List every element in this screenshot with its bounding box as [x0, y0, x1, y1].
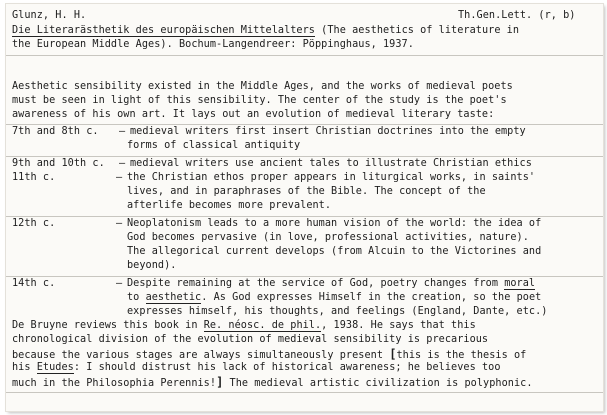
review-line-4-lead: his: [12, 362, 37, 373]
summary-line-1: Aesthetic sensibility existed in the Middle Ages, and the works of medieval poets: [12, 81, 513, 92]
review-line-4-text: : I should distrust his lack of historical awareness; he believes too: [73, 362, 501, 373]
period-11th-line-3: afterlife becomes more prevalent.: [127, 200, 332, 211]
period-dash: –: [116, 218, 123, 229]
review-line-4: [12, 361, 501, 375]
period-12th-line-3: The allegorical current develops (from Alcuin to the Victorines and: [127, 246, 542, 257]
book-title-line-2: the European Middle Ages). Bochum-Langendreer: Pöppinghaus, 1937.: [12, 39, 414, 50]
review-line-1-text: De Bruyne reviews this book in: [12, 320, 204, 331]
review-line-1-year: , 1938. He says that this: [321, 320, 476, 331]
closing-bracket: ]: [216, 375, 224, 389]
period-14th-line-2-text: . As God expresses Himself in the creation, so the poet: [201, 292, 542, 303]
classification-code: Th.Gen.Lett. (r, b): [458, 10, 576, 21]
period-11th: 11th c.: [12, 172, 56, 183]
book-title-line-1: [12, 24, 519, 38]
period-dash: –: [116, 278, 123, 289]
period-14th-line-1: [127, 277, 535, 291]
book-title-german: Die Literarästhetik des europäischen Mittelalters: [12, 25, 315, 36]
author-name: Glunz, H. H.: [12, 10, 87, 21]
period-14th-line-1-text: Despite remaining at the service of God, poetry changes from: [127, 278, 505, 289]
period-12th-line-2: God becomes pervasive (in love, professional activities, nature).: [127, 232, 529, 243]
review-line-5-text: much in the Philosophia Perennis!: [12, 378, 217, 389]
bottom-rule: [6, 392, 603, 393]
word-aesthetic: aesthetic: [145, 292, 202, 303]
period-9th-10th: 9th and 10th c.: [12, 158, 105, 169]
period-7th-8th-line-1: medieval writers first insert Christian doctrines into the empty: [130, 126, 526, 137]
index-card: [6, 4, 603, 411]
summary-line-3: awareness of his own art. It lays out an evolution of medieval literary taste:: [12, 109, 495, 120]
period-11th-line-2: lives, and in paraphrases of the Bible. The concept of the: [127, 186, 486, 197]
period-7th-8th-line-2: forms of classical antiquity: [127, 140, 301, 151]
review-line-3-text: because the various stages are always simultaneously present: [12, 350, 390, 361]
period-14th-line-2-lead: to: [127, 292, 146, 303]
period-12th-line-4: beyond).: [127, 260, 177, 271]
review-line-3-aside: this is the thesis of: [396, 350, 527, 361]
review-line-5: [12, 375, 533, 389]
book-title-translation: (The aesthetics of literature in: [315, 25, 520, 36]
period-11th-line-1: the Christian ethos proper appears in liturgical works, in saints': [127, 172, 536, 183]
period-dash: –: [119, 158, 126, 169]
header-rule: [6, 55, 603, 56]
review-line-1: [12, 319, 476, 333]
period-dash: –: [116, 172, 123, 183]
summary-line-2: must be seen in light of this sensibility. The center of the study is the poet's: [12, 95, 507, 106]
opening-bracket: [: [389, 347, 397, 361]
etudes-title: Etudes: [36, 362, 74, 373]
period-12th-line-1: Neoplatonism leads to a more human vision of the world: the idea of: [127, 218, 542, 229]
review-line-5-conclusion: The medieval artistic civilization is polyphonic.: [223, 378, 533, 389]
period-9th-10th-line-1: medieval writers use ancient tales to illustrate Christian ethics: [130, 158, 532, 169]
review-line-3: [12, 347, 526, 361]
period-7th-8th: 7th and 8th c.: [12, 126, 99, 137]
period-14th: 14th c.: [12, 278, 56, 289]
period-12th: 12th c.: [12, 218, 56, 229]
word-moral: moral: [504, 278, 536, 289]
review-line-2: chronological division of the evolution of medieval sensibility is precarious: [12, 334, 489, 345]
journal-title: Re. néosc. de phil.: [203, 320, 322, 331]
period-14th-line-2: [127, 291, 541, 305]
period-14th-line-3: expresses himself, his thoughts, and feelings (England, Dante, etc.): [127, 306, 548, 317]
period-dash: –: [119, 126, 126, 137]
